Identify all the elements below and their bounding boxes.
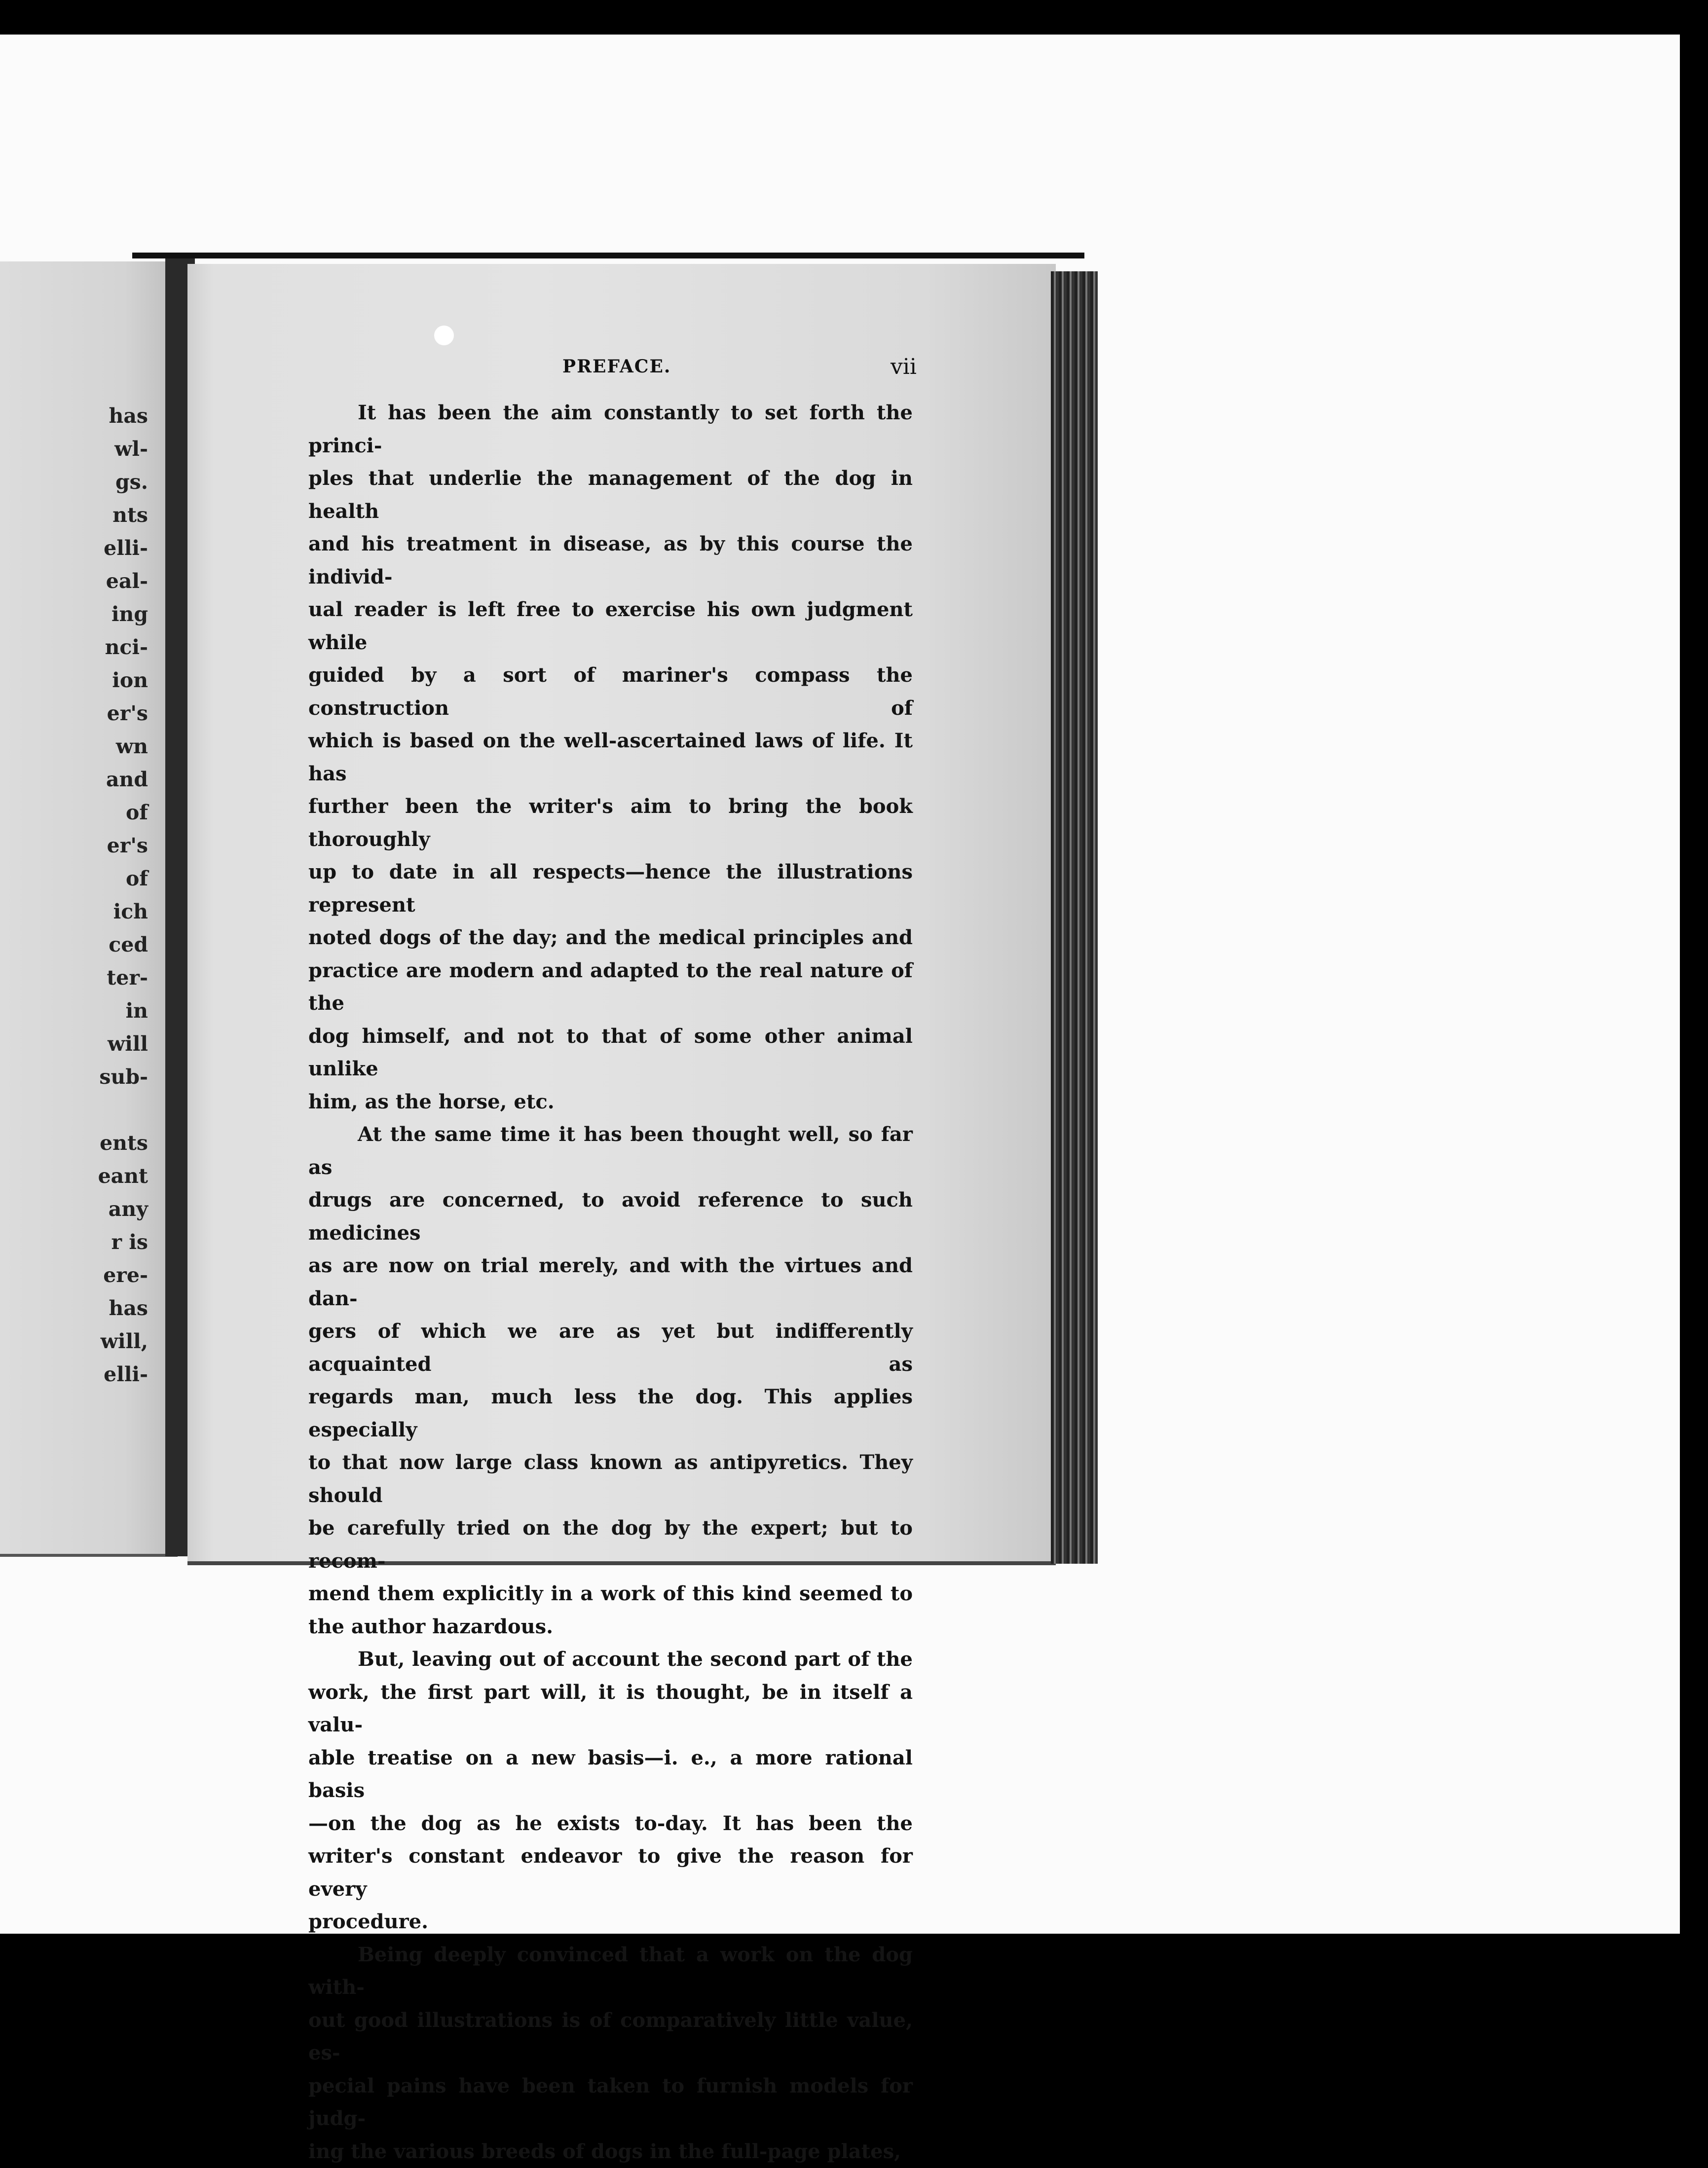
text-line: dog himself, and not to that of some other animal unlike [308, 1020, 913, 1086]
left-page-fragment: ents [0, 1127, 148, 1160]
text-line: noted dogs of the day; and the medical principles and [308, 921, 913, 955]
text-line: and his treatment in disease, as by this course the individ- [308, 528, 913, 593]
left-page-fragment: of [0, 862, 148, 895]
text-line: —on the dog as he exists to-day. It has been the [308, 1807, 913, 1840]
left-page-fragment: nts [0, 499, 148, 532]
left-page-fragment: elli- [0, 1358, 148, 1391]
text-line: guided by a sort of mariner's compass the construction of [308, 659, 913, 725]
paragraph [308, 397, 913, 1118]
left-page-fragment: in [0, 994, 148, 1028]
text-line: be carefully tried on the dog by the expert; but to recom- [308, 1512, 913, 1578]
left-page-fragment: ere- [0, 1259, 148, 1292]
left-page-fragment: eal- [0, 565, 148, 598]
text-line: procedure. [308, 1906, 913, 1939]
left-page-fragment: elli- [0, 532, 148, 565]
left-page-fragment: of [0, 796, 148, 829]
left-page-fragment: will, [0, 1325, 148, 1358]
text-line: practice are modern and adapted to the real nature of the [308, 955, 913, 1020]
left-page-fragment [0, 1094, 148, 1127]
text-line: mend them explicitly in a work of this kind seemed to [308, 1578, 913, 1611]
text-line: out good illustrations is of comparatively little value, es- [308, 2004, 913, 2070]
book-page-edges [1051, 271, 1098, 1564]
text-line: him, as the horse, etc. [308, 1086, 913, 1119]
text-line: It has been the aim constantly to set forth the princi- [308, 397, 913, 462]
paragraph [308, 1939, 913, 2168]
text-line: writer's constant endeavor to give the reason for every [308, 1840, 913, 1906]
left-page-fragment: er's [0, 697, 148, 730]
text-line: further been the writer's aim to bring the book thoroughly [308, 790, 913, 856]
left-page-fragment: ter- [0, 961, 148, 994]
film-edge [1680, 0, 1708, 1993]
left-page-fragment: r is [0, 1226, 148, 1259]
left-page-fragment: any [0, 1193, 148, 1226]
left-page-fragment: wn [0, 730, 148, 763]
paragraph [308, 1118, 913, 1643]
text-line: regards man, much less the dog. This applies especially [308, 1381, 913, 1446]
text-line: which is based on the well-ascertained laws of life. It has [308, 725, 913, 790]
left-page-fragment: sub- [0, 1061, 148, 1094]
text-line: as are now on trial merely, and with the virtues and dan- [308, 1249, 913, 1315]
left-page-fragment: has [0, 400, 148, 433]
left-page-fragment: and [0, 763, 148, 796]
text-line: But, leaving out of account the second part of the [308, 1643, 913, 1676]
left-page-fragment: wl- [0, 433, 148, 466]
text-line: pecial pains have been taken to furnish models for judg- [308, 2070, 913, 2135]
left-page-fragment: gs. [0, 466, 148, 499]
text-line: gers of which we are as yet but indifferently acquainted as [308, 1315, 913, 1381]
paragraph [308, 1643, 913, 1939]
page-top-edge [132, 253, 1084, 258]
text-line: ing the various breeds of dogs in the full-page plates, [308, 2135, 913, 2168]
left-page-fragment: ced [0, 928, 148, 961]
text-line: ples that underlie the management of the dog in health [308, 462, 913, 528]
text-line: drugs are concerned, to avoid reference to such medicines [308, 1184, 913, 1249]
left-page-fragment: ich [0, 895, 148, 928]
text-line: up to date in all respects—hence the illustrations represent [308, 856, 913, 921]
left-page-fragment: er's [0, 829, 148, 862]
text-line: the author hazardous. [308, 1611, 913, 1644]
preface-body [308, 397, 913, 2168]
running-head: PREFACE. [562, 356, 671, 377]
text-line: ual reader is left free to exercise his own judgment while [308, 593, 913, 659]
page-number: vii [887, 354, 917, 379]
text-line: At the same time it has been thought well, so far as [308, 1118, 913, 1184]
left-page-text-fragments [0, 400, 148, 1391]
left-page-fragment: ing [0, 598, 148, 631]
left-page-fragment: eant [0, 1160, 148, 1193]
left-page-fragment: has [0, 1292, 148, 1325]
text-line: Being deeply convinced that a work on the dog with- [308, 1939, 913, 2004]
left-page-fragment: nci- [0, 631, 148, 664]
text-line: to that now large class known as antipyretics. They should [308, 1446, 913, 1512]
text-line: able treatise on a new basis—i. e., a more rational basis [308, 1742, 913, 1807]
left-page-fragment: ion [0, 664, 148, 697]
scan-speck [434, 326, 454, 345]
text-line: work, the first part will, it is thought, be in itself a valu- [308, 1676, 913, 1742]
left-page-fragment: will [0, 1028, 148, 1061]
